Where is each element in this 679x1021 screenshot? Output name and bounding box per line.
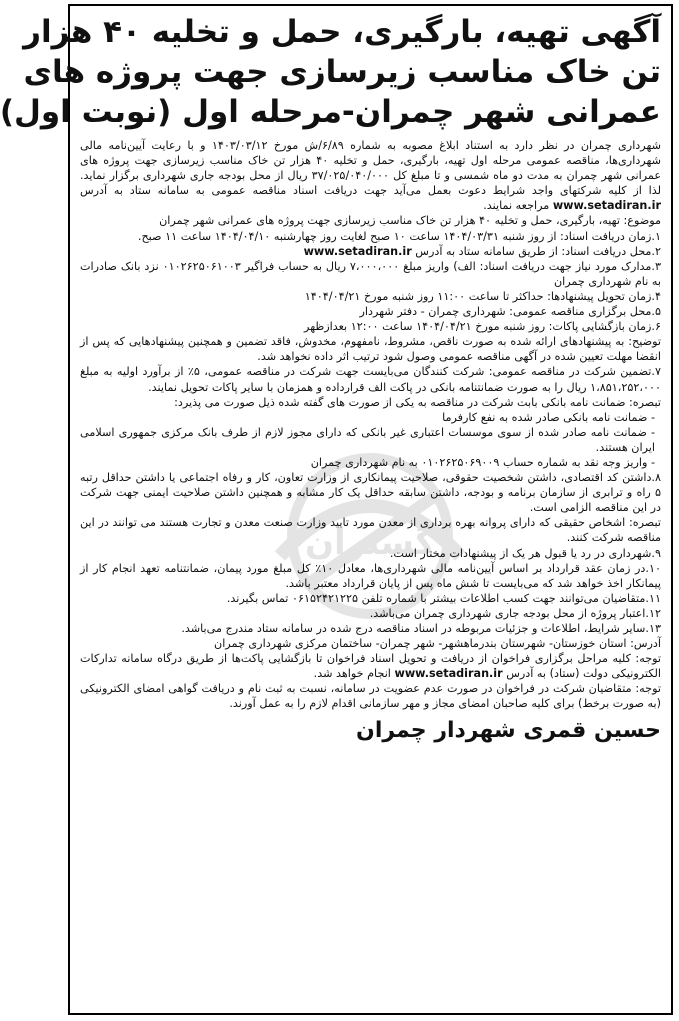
address: آدرس: استان خوزستان- شهرستان بندرماهشهر- شهر چمران- ساختمان مرکزی شهرداری چمران [213, 637, 661, 651]
watermark-text: گستران [304, 523, 436, 563]
intro-website: www.setadiran.ir [552, 199, 661, 213]
note-3: تبصره: اشخاص حقیقی که دارای پروانه بهره برداری از معدن مورد تایید وزارت صنعت معدن و تجارت هستند می توانند در این مناقصه شرکت کنند. [80, 516, 661, 545]
signature: حسین قمری شهردار چمران [356, 717, 661, 743]
note-4-text: توجه: کلیه مراحل برگزاری فراخوان از دریافت و تحویل اسناد فراخوان تا بازگشایی پاکت‌ها از طریق درگاه سامانه تدارکات الکترونیکی دولت (ستاد) به آدرس [80, 652, 661, 681]
item-6: ۶.زمان بازگشایی پاکات: روز شنبه مورخ ۱۴۰۴/۰۴/۲۱ ساعت ۱۲:۰۰ بعدازظهر [304, 320, 661, 334]
title-line-3: عمرانی شهر چمران-مرحله اول (نوبت اول) [0, 94, 661, 130]
item-9: ۹.شهرداری در رد یا قبول هر یک از پیشنهادات مختار است. [389, 546, 661, 560]
bullet-2: - ضمانت نامه صادر شده از سوی موسسات اعتباری غیر بانکی که دارای مجوز لازم از طرف بانک مرکزی جمهوری اسلامی ایران هستند. [80, 425, 655, 454]
note-2: تبصره: ضمانت نامه بانکی بابت شرکت در مناقصه به یکی از صورت های گفته شده ذیل صورت می پذیرد: [174, 395, 661, 409]
note-4 [80, 651, 661, 681]
intro-paragraph [80, 138, 661, 213]
item-2 [80, 244, 661, 259]
item-3: ۳.مدارک مورد نیاز جهت دریافت اسناد: الف) واریز مبلغ ۷،۰۰۰،۰۰۰ ریال به حساب فراگیر ۰۱۰۲۶۲۵۰۶۱۰۰۳ نزد بانک صادرات به نام شهرداری چمران [80, 259, 661, 288]
item-12: ۱۲.اعتبار پروژه از محل بودجه جاری شهرداری چمران می‌باشد. [369, 606, 661, 620]
tender-notice [0, 4, 673, 1015]
intro-text: شهرداری چمران در نظر دارد به استناد ابلاغ مصوبه به شماره ۶/۸۹/ش مورخ ۱۴۰۳/۰۳/۱۲ و با رعایت آیین‌نامه مالی شهرداری‌ها، مناقصه عمومی مرحله اول تهیه، بارگیری، حمل و تخلیه ۴۰ هزار تن خاک مناسب زیرسازی جهت پروژه های عمرانی شهر چمران به مدت دو ماه شمسی و تا مبلغ کل ۳۷/۰۲۵/۰۴۰/۰۰۰ ریال از محل بودجه جاری شهرداری برگزار نماید. لذا از کلیه شرکتهای واجد شرایط دعوت بعمل می‌آید جهت دریافت اسناد مناقصه عمومی به سامانه ستاد به آدرس [80, 139, 662, 198]
item-2-text: ۲.محل دریافت اسناد: از طریق سامانه ستاد به آدرس [415, 244, 661, 258]
item-4: ۴.زمان تحویل پیشنهادها: حداکثر تا ساعت ۱۱:۰۰ روز شنبه مورخ ۱۴۰۴/۰۴/۲۱ [304, 289, 661, 303]
bullet-1: - ضمانت نامه بانکی صادر شده به نفع کارفرما [442, 410, 655, 424]
note-4-end: انجام خواهد شد. [313, 667, 391, 681]
item-7: ۷.تضمین شرکت در مناقصه عمومی: شرکت کنندگان می‌بایست جهت شرکت در مناقصه عمومی، ۵٪ از برآورد اولیه به مبلغ ۱،۸۵۱،۲۵۲،۰۰۰ ریال را به صورت ضمانتنامه بانکی در پاکت الف قرارداده و همزمان با سایر پاکات تحویل نمایند. [80, 365, 661, 394]
note-4-website: www.setadiran.ir [394, 667, 503, 681]
note-1: توضیح: به پیشنهادهای ارائه شده به صورت ناقص، مشروط، نامفهوم، مخدوش، فاقد تضمین و همچنین پیشنهادهایی که پس از انقضا مهلت تعیین شده در آگهی مناقصه عمومی وصول شود ترتیب اثر داده نخواهد شد. [80, 335, 661, 364]
intro-end: مراجعه نمایند. [483, 199, 550, 213]
item-1: ۱.زمان دریافت اسناد: از روز شنبه ۱۴۰۴/۰۳/۳۱ ساعت ۱۰ صبح لغایت روز چهارشنبه ۱۴۰۴/۰۴/۱۰ ساعت ۱۱ صبح. [137, 229, 661, 243]
bullet-3: - واریز وجه نقد به شماره حساب ۰۱۰۲۶۲۵۰۶۹۰۰۹ به نام شهرداری چمران [310, 455, 655, 469]
item-5: ۵.محل برگزاری مناقصه عمومی: شهرداری چمران - دفتر شهردار [359, 305, 661, 319]
title-line-2: تن خاک مناسب زیرسازی جهت پروژه های [23, 54, 661, 90]
title-line-1: آگهی تهیه، بارگیری، حمل و تخلیه ۴۰ هزار [23, 14, 661, 50]
item-11: ۱۱.متقاضیان می‌توانند جهت کسب اطلاعات بیشتر با شماره تلفن ۰۶۱۵۲۴۲۱۲۲۵ تماس بگیرند. [226, 591, 661, 605]
note-5: توجه: متقاضیان شرکت در فراخوان در صورت عدم عضویت در سامانه، نسبت به ثبت نام و دریافت گواهی امضای الکترونیکی (به صورت برخط) برای کلیه صاحبان امضای مجاز و مهر سازمانی اقدام لازم را به عمل آورند. [80, 682, 661, 711]
notice-body [80, 138, 661, 712]
notice-title [0, 12, 661, 132]
item-2-website: www.setadiran.ir [303, 244, 412, 258]
item-13: ۱۳.سایر شرایط، اطلاعات و جزئیات مربوطه در اسناد مناقصه درج شده در سامانه ستاد مندرج می‌باشد. [181, 622, 661, 635]
item-8: ۸.داشتن کد اقتصادی، داشتن شخصیت حقوقی، صلاحیت پیمانکاری از وزارت تعاون، کار و رفاه اجتماعی یا داشتن حداقل رتبه ۵ راه و ترابری از سازمان برنامه و بودجه، داشتن سابقه حداقل یک کار مشابه و همچنین داشتن صلاحیت ایمنی جهت شرکت در این مناقصه الزامی است. [80, 471, 661, 515]
subject-paragraph: موضوع: تهیه، بارگیری، حمل و تخلیه ۴۰ هزار تن خاک مناسب زیرسازی جهت پروژه های عمرانی شهر چمران [159, 214, 661, 228]
item-10: ۱۰.در زمان عقد قرارداد بر اساس آیین‌نامه مالی شهرداری‌ها، معادل ۱۰٪ کل مبلغ مورد پیمان، ضمانتنامه تعهد انجام کار از پیمانکار اخذ خواهد شد که می‌بایست تا شش ماه پس از پایان قرارداد معتبر باشد. [80, 561, 661, 590]
